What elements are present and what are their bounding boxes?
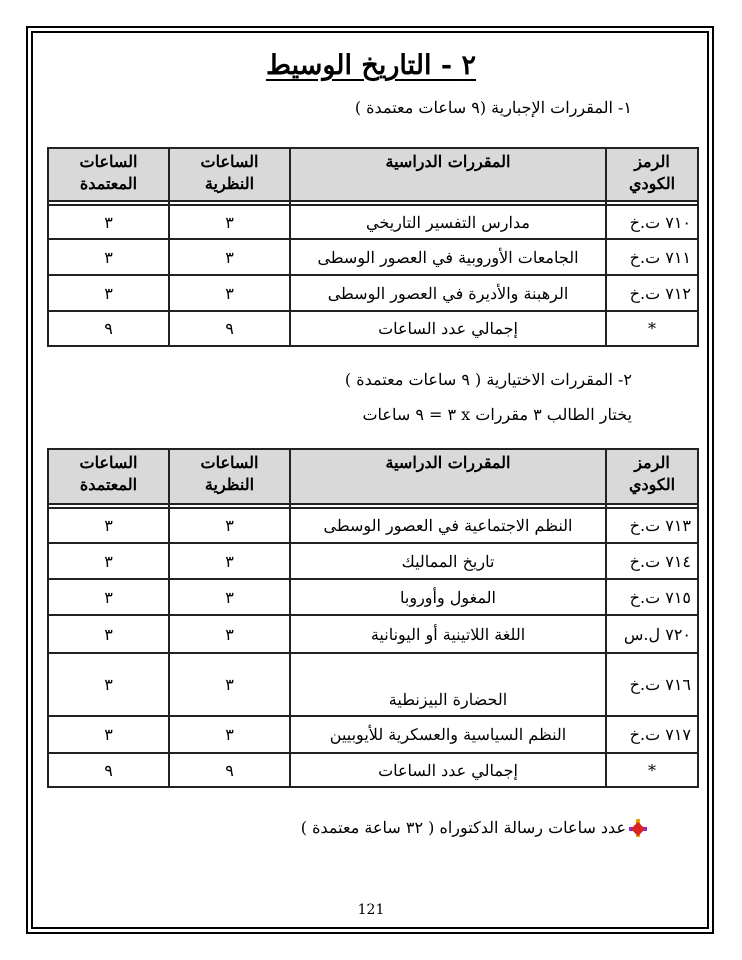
header-course: المقررات الدراسية	[290, 148, 606, 201]
page-title: ٢ - التاريخ الوسيط	[265, 50, 477, 81]
section2-heading: ٢- المقررات الاختيارية ( ٩ ساعات معتمدة )	[344, 370, 632, 389]
page-number: 121	[357, 902, 385, 918]
table-row	[48, 615, 698, 653]
total-code: *	[606, 753, 698, 787]
course-name: مدارس التفسير التاريخي	[290, 205, 606, 239]
table-row	[48, 716, 698, 753]
credit-hours: ٣	[48, 508, 169, 543]
total-credit: ٩	[48, 753, 169, 787]
course-code: ٧١٢ ت.خ	[606, 275, 698, 311]
course-code: ٧٢٠ ل.س	[606, 615, 698, 653]
section1-heading: ١- المقررات الإجبارية (٩ ساعات معتمدة )	[354, 98, 632, 117]
course-code: ٧١٥ ت.خ	[606, 579, 698, 615]
course-name: الجامعات الأوروبية في العصور الوسطى	[290, 239, 606, 275]
course-code: ٧١٣ ت.خ	[606, 508, 698, 543]
credit-hours: ٣	[48, 579, 169, 615]
table-header-row	[48, 148, 698, 201]
elective-courses-table	[47, 448, 699, 788]
table-row	[48, 239, 698, 275]
thesis-note: عدد ساعات رسالة الدكتوراه ( ٣٢ ساعة معتمدة )	[300, 818, 626, 837]
theory-hours: ٣	[169, 543, 290, 579]
credit-hours: ٣	[48, 716, 169, 753]
credit-hours: ٣	[48, 615, 169, 653]
credit-hours: ٣	[48, 653, 169, 716]
table-row	[48, 205, 698, 239]
header-credit: الساعات المعتمدة	[48, 449, 169, 504]
course-code: ٧١١ ت.خ	[606, 239, 698, 275]
credit-hours: ٣	[48, 543, 169, 579]
total-theory: ٩	[169, 311, 290, 346]
thesis-note-line	[301, 818, 647, 837]
header-theory: الساعات النظرية	[169, 148, 290, 201]
header-credit: الساعات المعتمدة	[48, 148, 169, 201]
header-code: الرمز الكودي	[606, 148, 698, 201]
course-code: ٧١٧ ت.خ	[606, 716, 698, 753]
theory-hours: ٣	[169, 239, 290, 275]
total-code: *	[606, 311, 698, 346]
mandatory-courses-table	[47, 147, 699, 347]
cross-diamond-bullet-icon	[629, 819, 647, 837]
total-label: إجمالي عدد الساعات	[290, 311, 606, 346]
header-code: الرمز الكودي	[606, 449, 698, 504]
theory-hours: ٣	[169, 615, 290, 653]
theory-hours: ٣	[169, 508, 290, 543]
credit-hours: ٣	[48, 275, 169, 311]
course-name: المغول وأوروبا	[290, 579, 606, 615]
course-name: تاريخ المماليك	[290, 543, 606, 579]
header-course: المقررات الدراسية	[290, 449, 606, 504]
theory-hours: ٣	[169, 653, 290, 716]
total-row	[48, 753, 698, 787]
table-row	[48, 275, 698, 311]
total-credit: ٩	[48, 311, 169, 346]
total-theory: ٩	[169, 753, 290, 787]
credit-hours: ٣	[48, 239, 169, 275]
course-name: اللغة اللاتينية أو اليونانية	[290, 615, 606, 653]
table-row	[48, 579, 698, 615]
table-row	[48, 653, 698, 716]
header-theory: الساعات النظرية	[169, 449, 290, 504]
section2-note: يختار الطالب ٣ مقررات x ٣ = ٩ ساعات	[362, 405, 632, 424]
table-header-row	[48, 449, 698, 504]
total-label: إجمالي عدد الساعات	[290, 753, 606, 787]
course-name: الرهبنة والأديرة في العصور الوسطى	[290, 275, 606, 311]
course-name: النظم السياسية والعسكرية للأيوبيين	[290, 716, 606, 753]
theory-hours: ٣	[169, 716, 290, 753]
table-row	[48, 508, 698, 543]
course-code: ٧١٠ ت.خ	[606, 205, 698, 239]
course-code: ٧١٦ ت.خ	[606, 653, 698, 716]
theory-hours: ٣	[169, 579, 290, 615]
course-code: ٧١٤ ت.خ	[606, 543, 698, 579]
course-name: النظم الاجتماعية في العصور الوسطى	[290, 508, 606, 543]
table-row	[48, 543, 698, 579]
total-row	[48, 311, 698, 346]
course-name: الحضارة البيزنطية	[290, 653, 606, 716]
theory-hours: ٣	[169, 205, 290, 239]
theory-hours: ٣	[169, 275, 290, 311]
credit-hours: ٣	[48, 205, 169, 239]
